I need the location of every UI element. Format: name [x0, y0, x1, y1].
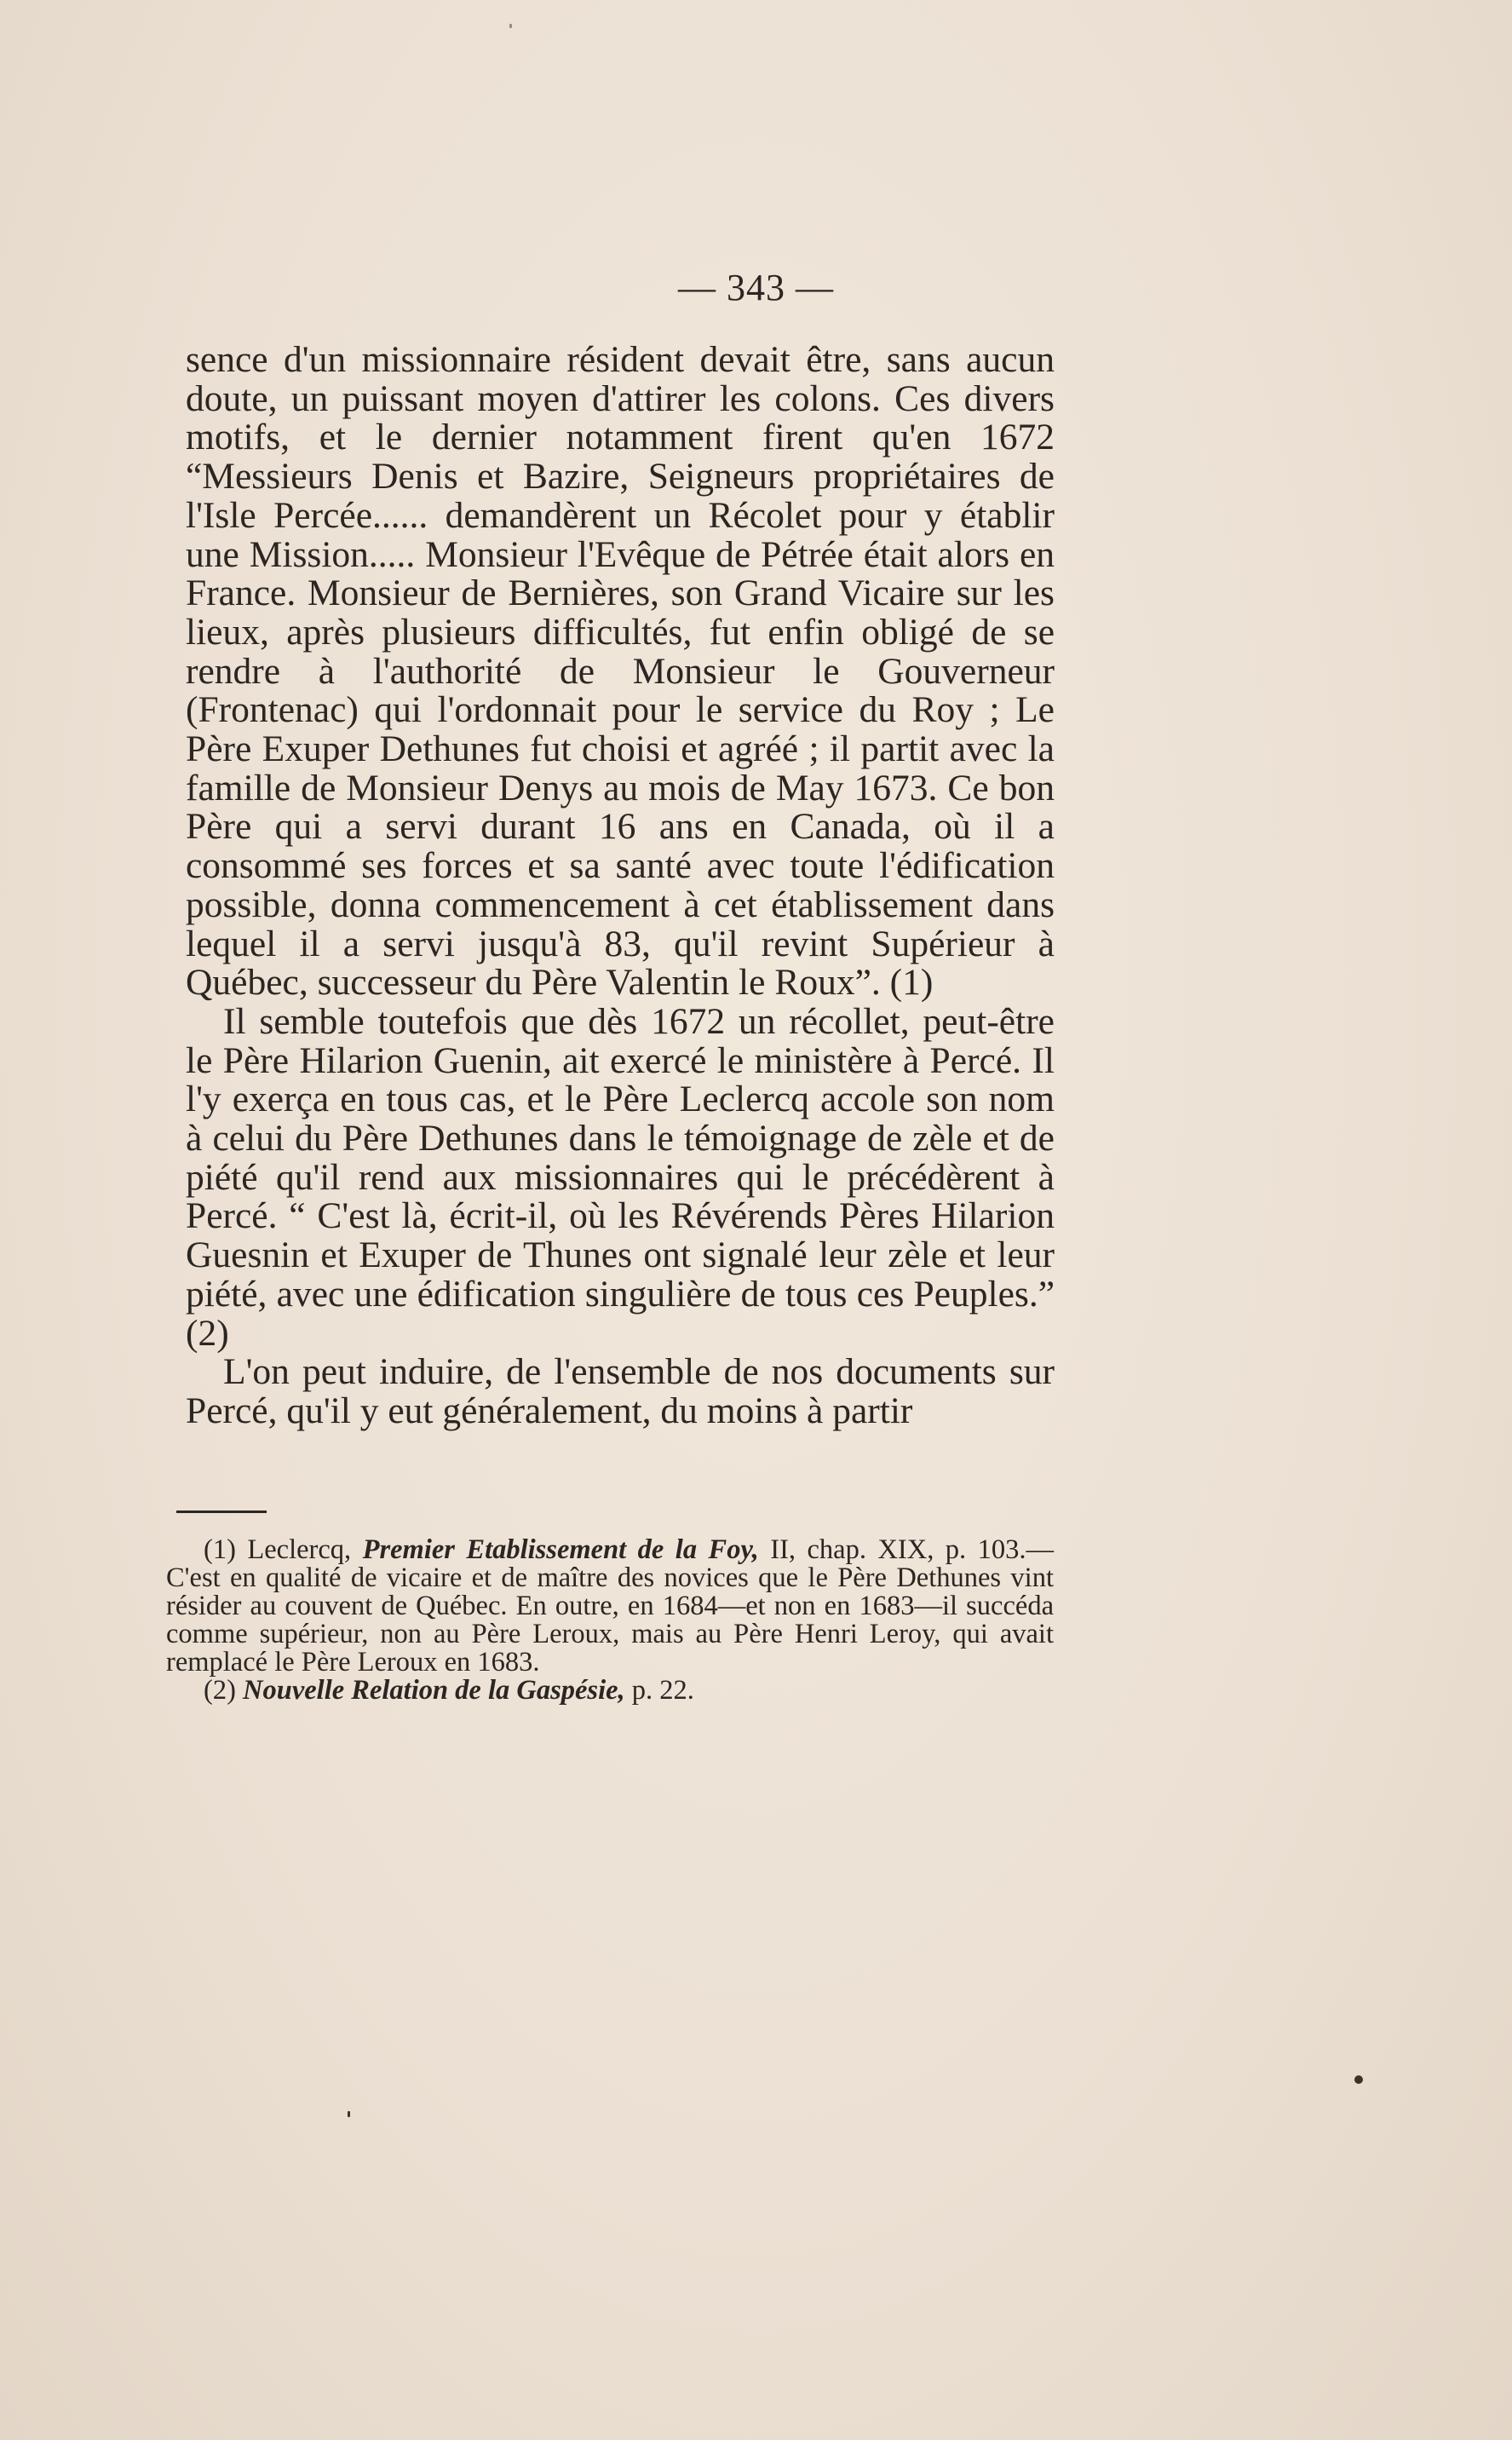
footnote-rule — [176, 1511, 267, 1513]
footnote-title: Nouvelle Relation de la Gaspésie, — [243, 1675, 625, 1706]
footnote-text: p. 22. — [624, 1675, 694, 1706]
paper-speck — [1354, 2075, 1363, 2084]
page-number: — 343 — — [678, 267, 834, 308]
footnote — [166, 1677, 1054, 1705]
footnote-mark: (2) — [204, 1675, 236, 1706]
footnotes — [166, 1536, 1054, 1705]
footnote-mark: (1) — [204, 1534, 236, 1565]
footnote-title: Premier Etablissement de la Foy, — [362, 1534, 759, 1565]
paper-speck — [509, 24, 512, 28]
paragraph: sence d'un missionnaire résident devait être, sans aucun doute, un puissant moyen d'attirer les colons. Ces divers motifs, et le dernier notamment firent qu'en 1672 “Messieurs Denis et Bazire, Seigneurs propriétaires de l'Isle Percée...... demandèrent un Récolet pour y établir une Mission..... Monsieur l'Evêque de Pétrée était alors en France. Monsieur de Bernières, son Grand Vicaire sur les lieux, après plusieurs difficultés, fut enfin obligé de se rendre à l'authorité de Monsieur le Gouverneur (Frontenac) qui l'ordonnait pour le service du Roy ; Le Père Exuper Dethunes fut choisi et agréé ; il partit avec la famille de Monsieur Denys au mois de May 1673. Ce bon Père qui a servi durant 16 ans en Canada, où il a consommé ses forces et sa santé avec toute l'édification possible, donna commencement à cet établissement dans lequel il a servi jusqu'à 83, qu'il revint Supérieur à Québec, successeur du Père Valentin le Roux”. (1) — [186, 339, 1055, 1004]
footnote-text: Leclercq, — [247, 1534, 363, 1565]
footnote-text: II, chap. XIX, p. 103.—C'est en qualité de vicaire et de maître des novices que le Père Dethunes vint résider au couvent de Québec. En outre, en 1684—et non en 1683—il succéda comme supérieur, non au Père Leroux, mais au Père Henri Leroy, qui avait remplacé le Père Leroux en 1683. — [166, 1534, 1055, 1678]
main-text — [186, 341, 1055, 1431]
paper-speck — [348, 2111, 350, 2117]
footnote — [166, 1536, 1054, 1677]
paragraph: Il semble toutefois que dès 1672 un récollet, peut-être le Père Hilarion Guenin, ait exercé le ministère à Percé. Il l'y exerça en tous cas, et le Père Leclercq accole son nom à celui du Père Dethunes dans le témoignage de zèle et de piété qu'il rend aux missionnaires qui le précédèrent à Percé. “ C'est là, écrit-il, où les Révérends Pères Hilarion Guesnin et Exuper de Thunes ont signalé leur zèle et leur piété, avec une édification singulière de tous ces Peuples.” (2) — [186, 1000, 1055, 1354]
paragraph: L'on peut induire, de l'ensemble de nos documents sur Percé, qu'il y eut généralement, du moins à partir — [186, 1351, 1055, 1431]
